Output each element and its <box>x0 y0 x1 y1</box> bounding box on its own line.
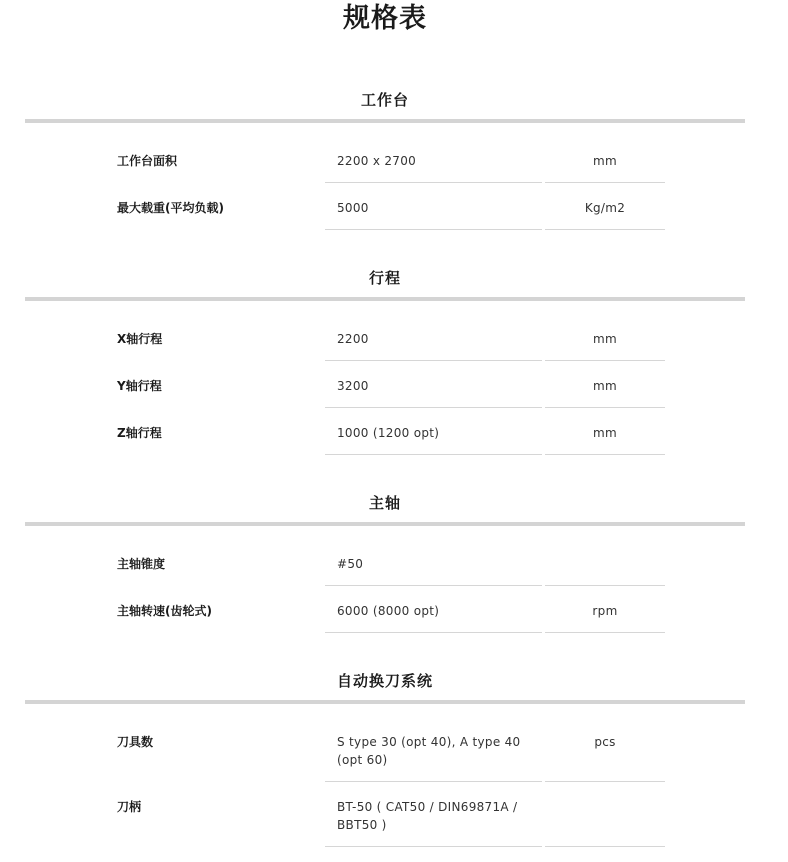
row-divider <box>325 454 542 455</box>
spec-label: 工作台面积 <box>117 154 178 168</box>
row-divider <box>545 585 665 586</box>
spec-unit: mm <box>593 379 617 393</box>
row-divider <box>325 781 542 782</box>
section-divider <box>25 119 745 123</box>
spec-label: 刀柄 <box>117 800 142 814</box>
spec-value: S type 30 (opt 40), A type 40 (opt 60) <box>337 735 521 767</box>
row-divider <box>545 632 665 633</box>
row-divider <box>545 229 665 230</box>
spec-unit: mm <box>593 426 617 440</box>
spec-value: BT-50 ( CAT50 / DIN69871A / BBT50 ) <box>337 800 518 832</box>
spec-label: Y轴行程 <box>117 379 162 393</box>
row-divider <box>545 407 665 408</box>
row-divider <box>325 229 542 230</box>
section-title: 行程 <box>368 269 401 287</box>
section-divider <box>25 700 745 704</box>
spec-value: 3200 <box>337 379 369 393</box>
row-divider <box>325 360 542 361</box>
spec-unit: rpm <box>592 604 618 618</box>
section-title: 自动换刀系统 <box>336 672 433 690</box>
row-divider <box>325 585 542 586</box>
spec-unit: pcs <box>594 735 616 749</box>
spec-label: X轴行程 <box>117 332 163 346</box>
row-divider <box>545 360 665 361</box>
row-divider <box>325 846 542 847</box>
spec-label: 主轴锥度 <box>117 557 166 571</box>
spec-label: 主轴转速(齿轮式) <box>117 604 212 618</box>
spec-label: Z轴行程 <box>117 426 162 440</box>
section-divider <box>25 297 745 301</box>
spec-value: 5000 <box>337 201 369 215</box>
spec-unit: mm <box>593 332 617 346</box>
spec-value: 2200 <box>337 332 369 346</box>
spec-unit: Kg/m2 <box>584 201 626 215</box>
spec-label: 刀具数 <box>117 735 154 749</box>
row-divider <box>545 454 665 455</box>
spec-unit: mm <box>593 154 617 168</box>
spec-value: 2200 x 2700 <box>337 154 417 168</box>
spec-value: 6000 (8000 opt) <box>337 604 440 618</box>
section-title: 工作台 <box>360 91 409 109</box>
row-divider <box>325 182 542 183</box>
row-divider <box>545 182 665 183</box>
row-divider <box>545 846 665 847</box>
section-title: 主轴 <box>368 494 401 512</box>
row-divider <box>325 632 542 633</box>
page-title: 规格表 <box>343 3 427 34</box>
spec-value: #50 <box>337 557 364 571</box>
spec-label: 最大载重(平均负载) <box>117 201 224 215</box>
spec-value: 1000 (1200 opt) <box>337 426 440 440</box>
section-divider <box>25 522 745 526</box>
row-divider <box>325 407 542 408</box>
row-divider <box>545 781 665 782</box>
